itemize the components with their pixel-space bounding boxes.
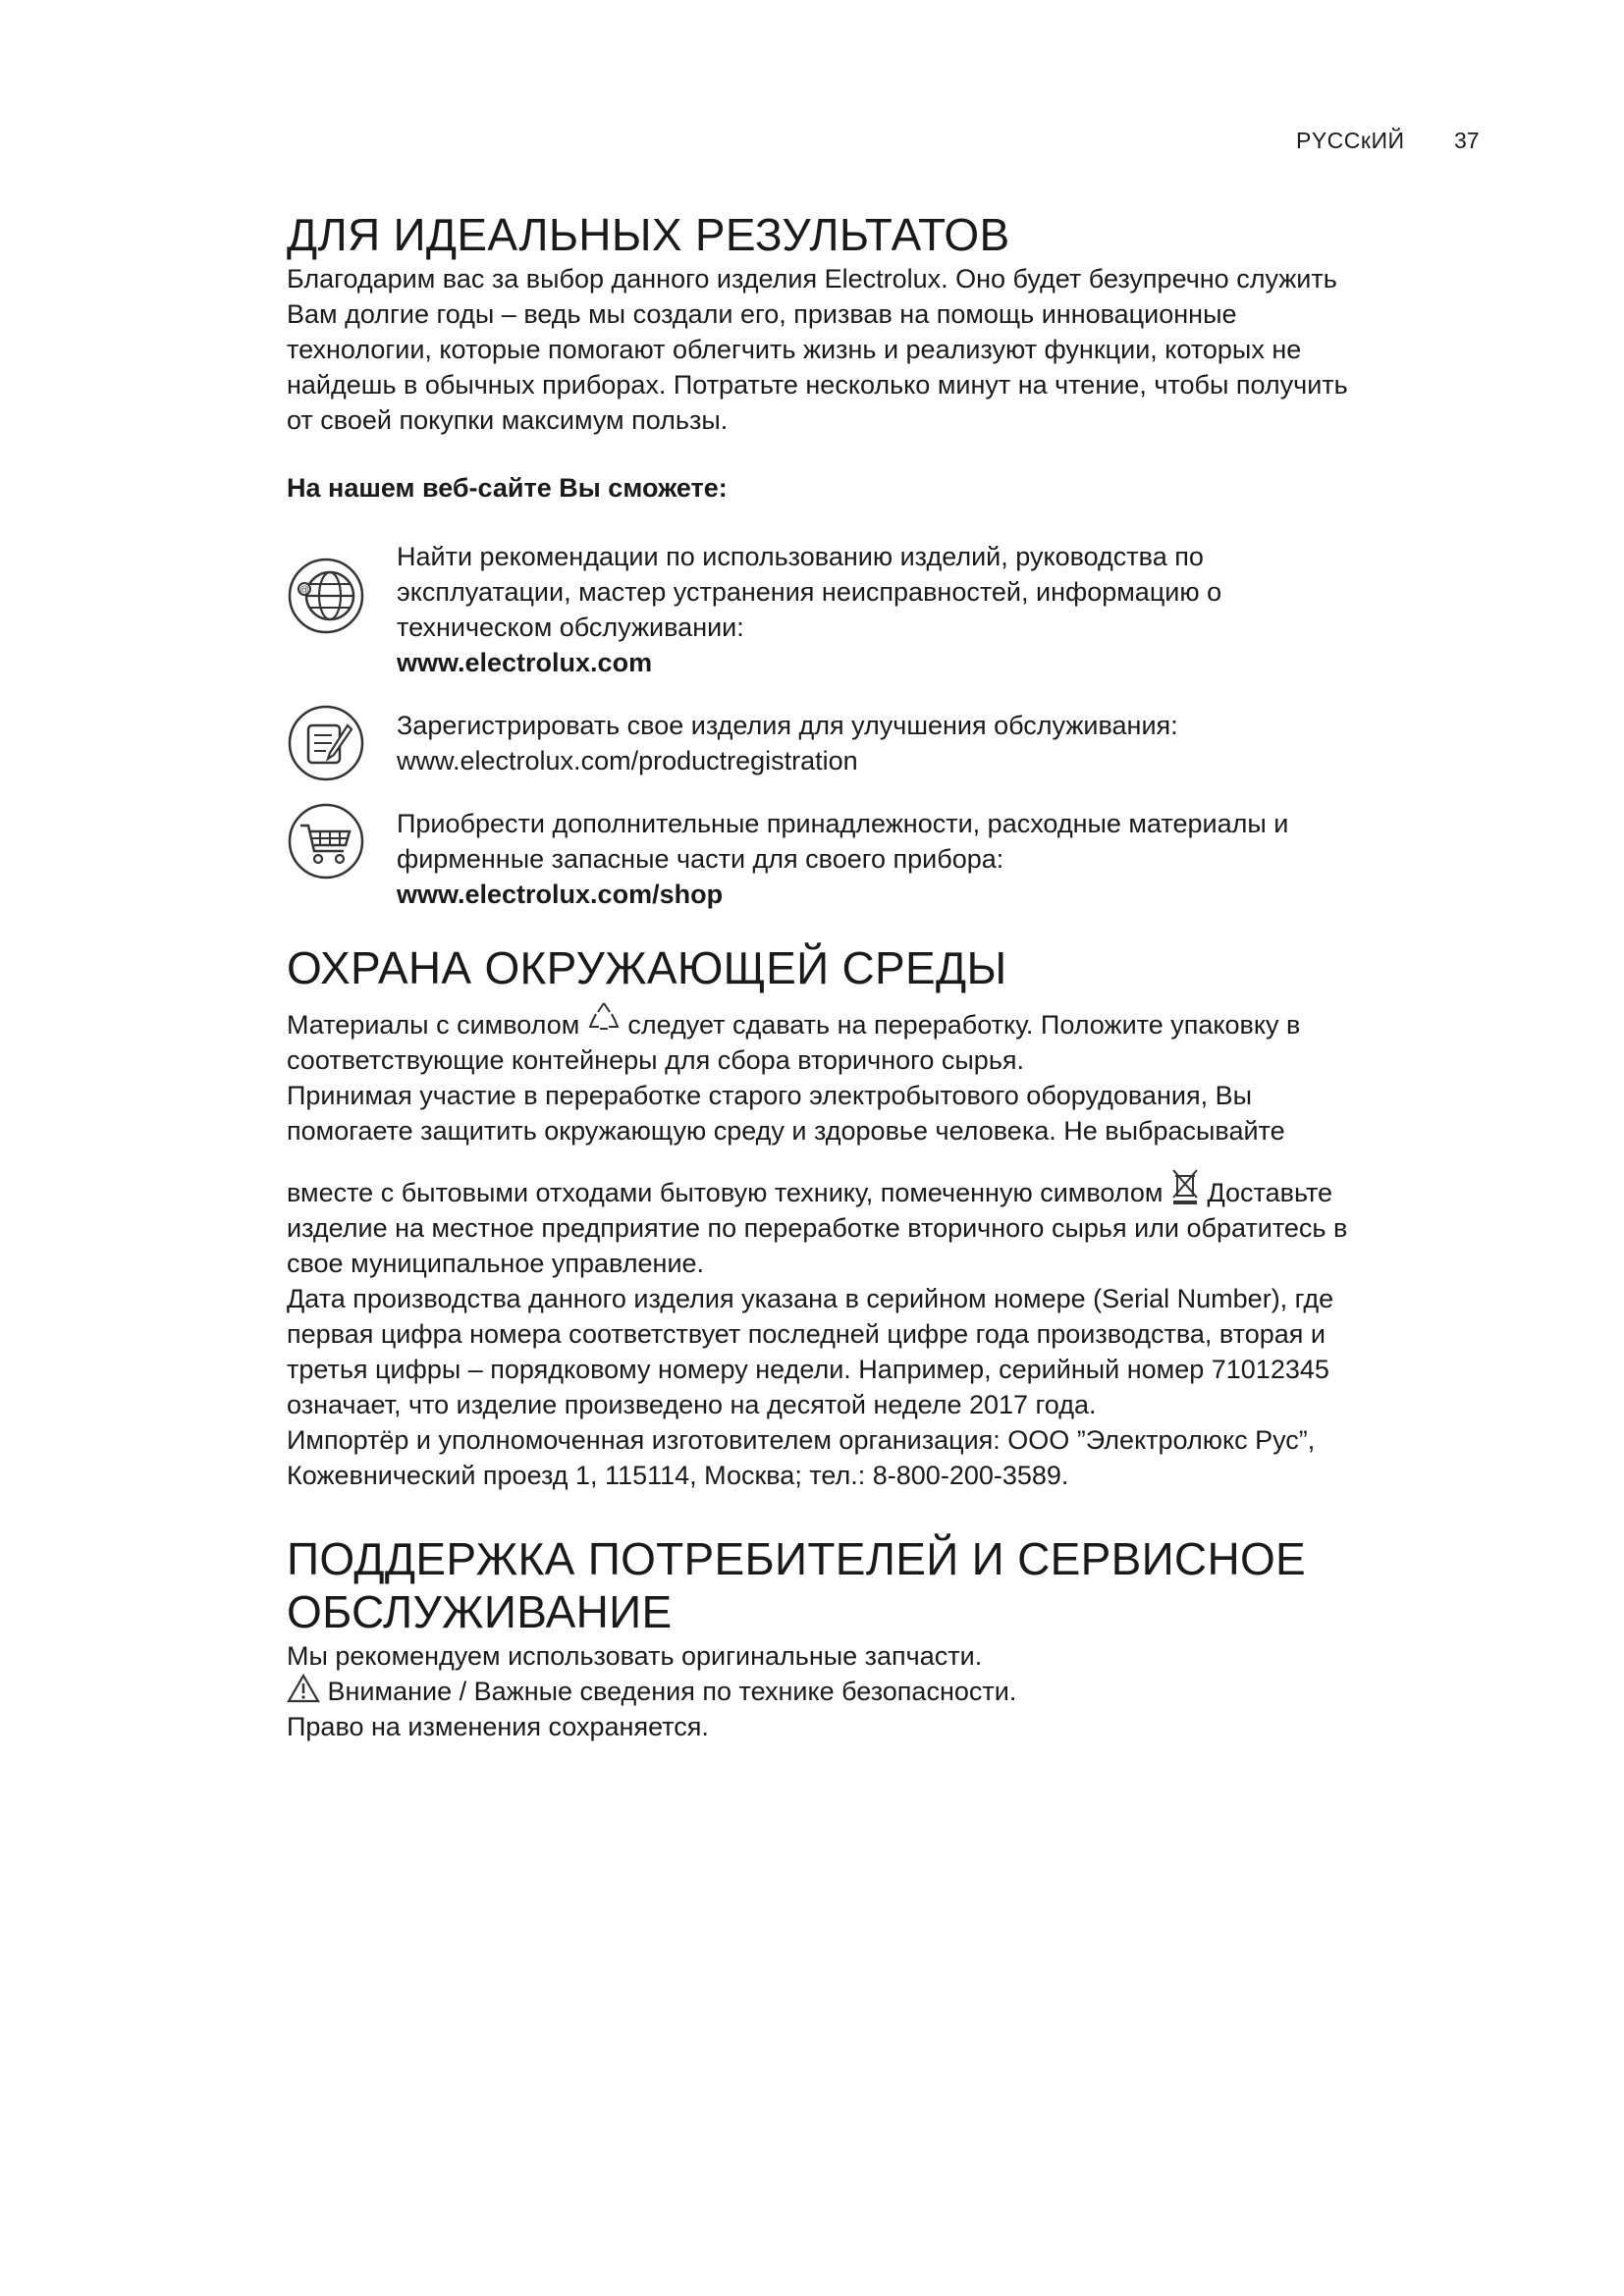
section-title-best-results: ДЛЯ ИДЕАЛЬНЫХ РЕЗУЛЬТАТОВ [287, 209, 1010, 260]
cart-icon [287, 802, 365, 881]
env-line: изделие на местное предприятие по переработке вторичного сырья или обратитесь в [287, 1213, 1348, 1243]
intro-paragraph [287, 261, 1485, 438]
env-line: Импортёр и уполномоченная изготовителем организация: ООО ”Электролюкс Рус”, [287, 1425, 1316, 1455]
env-line: Кожевнический проезд 1, 115114, Москва; тел.: 8-800-200-3589. [287, 1461, 1069, 1490]
website-item-shop-text: Приобрести дополнительные принадлежности, расходные материалы и фирменные запасные части для своего прибора: www.electrolux.com/shop [397, 806, 1485, 912]
product-registration-link[interactable]: www.electrolux.com/productregistration [397, 746, 858, 775]
env-line: свое муниципальное управление. [287, 1249, 705, 1278]
page-number: 37 [1454, 128, 1480, 153]
page-content [287, 208, 1485, 1744]
intro-line: Вам долгие годы – ведь мы создали его, призвав на помощь инновационные [287, 299, 1237, 329]
env-line: Принимая участие в переработке старого электробытового оборудования, Вы [287, 1081, 1252, 1110]
section-title-support-cont: ОБСЛУЖИВАНИЕ [287, 1586, 673, 1637]
website-heading: На нашем веб-сайте Вы сможете: [287, 473, 728, 503]
support-section [287, 1532, 1485, 1744]
env-line: первая цифра номера соответствует последней цифре года производства, вторая и [287, 1319, 1326, 1349]
electrolux-link[interactable]: www.electrolux.com [397, 648, 653, 677]
language-label: PYCCкИЙ [1296, 128, 1405, 153]
weee-bin-icon [1170, 1166, 1200, 1205]
website-item-register [287, 708, 1485, 778]
register-icon [287, 704, 365, 782]
environment-section [287, 941, 1485, 1493]
env-line: третья цифры – порядковому номеру недели. Например, серийный номер 71012345 [287, 1355, 1329, 1384]
support-line: Мы рекомендуем использовать оригинальные запчасти. [287, 1641, 983, 1671]
intro-line: найдешь в обычных приборах. Потратьте несколько минут на чтение, чтобы получить [287, 370, 1348, 400]
env-line: вместе с бытовыми отходами бытовую технику, помеченную символом Доставьте [287, 1166, 1485, 1210]
svg-text:@: @ [298, 585, 310, 596]
website-item-support [287, 539, 1485, 680]
env-line: помогаете защитить окружающую среду и здоровье человека. Не выбрасывайте [287, 1116, 1285, 1146]
shop-link[interactable]: www.electrolux.com/shop [397, 880, 724, 909]
website-item-support-text: Найти рекомендации по использованию изделий, руководства по эксплуатации, мастер устранения неисправностей, информацию о техническом обслуживании: www.electrolux.com [397, 539, 1485, 680]
section-title-environment: ОХРАНА ОКРУЖАЮЩЕЙ СРЕДЫ [287, 942, 1007, 993]
intro-line: технологии, которые помогают облегчить жизнь и реализуют функции, которых не [287, 335, 1302, 364]
section-title-support: ПОДДЕРЖКА ПОТРЕБИТЕЛЕЙ И СЕРВИСНОЕ [287, 1533, 1307, 1584]
website-item-register-text: Зарегистрировать свое изделия для улучшения обслуживания: www.electrolux.com/productregistration [397, 708, 1485, 778]
intro-line: от своей покупки максимум пользы. [287, 405, 729, 435]
recycle-icon [587, 1000, 621, 1034]
env-line: Материалы с символом следует сдавать на переработку. Положите упаковку в [287, 1000, 1485, 1042]
page-header [0, 128, 1624, 159]
env-line: означает, что изделие произведено на десятой неделе 2017 года. [287, 1390, 1097, 1419]
intro-line: Благодарим вас за выбор данного изделия Electrolux. Оно будет безупречно служить [287, 264, 1337, 294]
support-line: Право на изменения сохраняется. [287, 1712, 709, 1741]
globe-icon [287, 557, 365, 635]
env-line: Дата производства данного изделия указана в серийном номере (Serial Number), где [287, 1284, 1334, 1313]
website-item-shop [287, 806, 1485, 912]
warning-line: Внимание / Важные сведения по технике безопасности. [287, 1674, 1485, 1709]
warning-icon [287, 1674, 320, 1703]
env-line: соответствующие контейнеры для сбора вторичного сырья. [287, 1045, 1025, 1075]
